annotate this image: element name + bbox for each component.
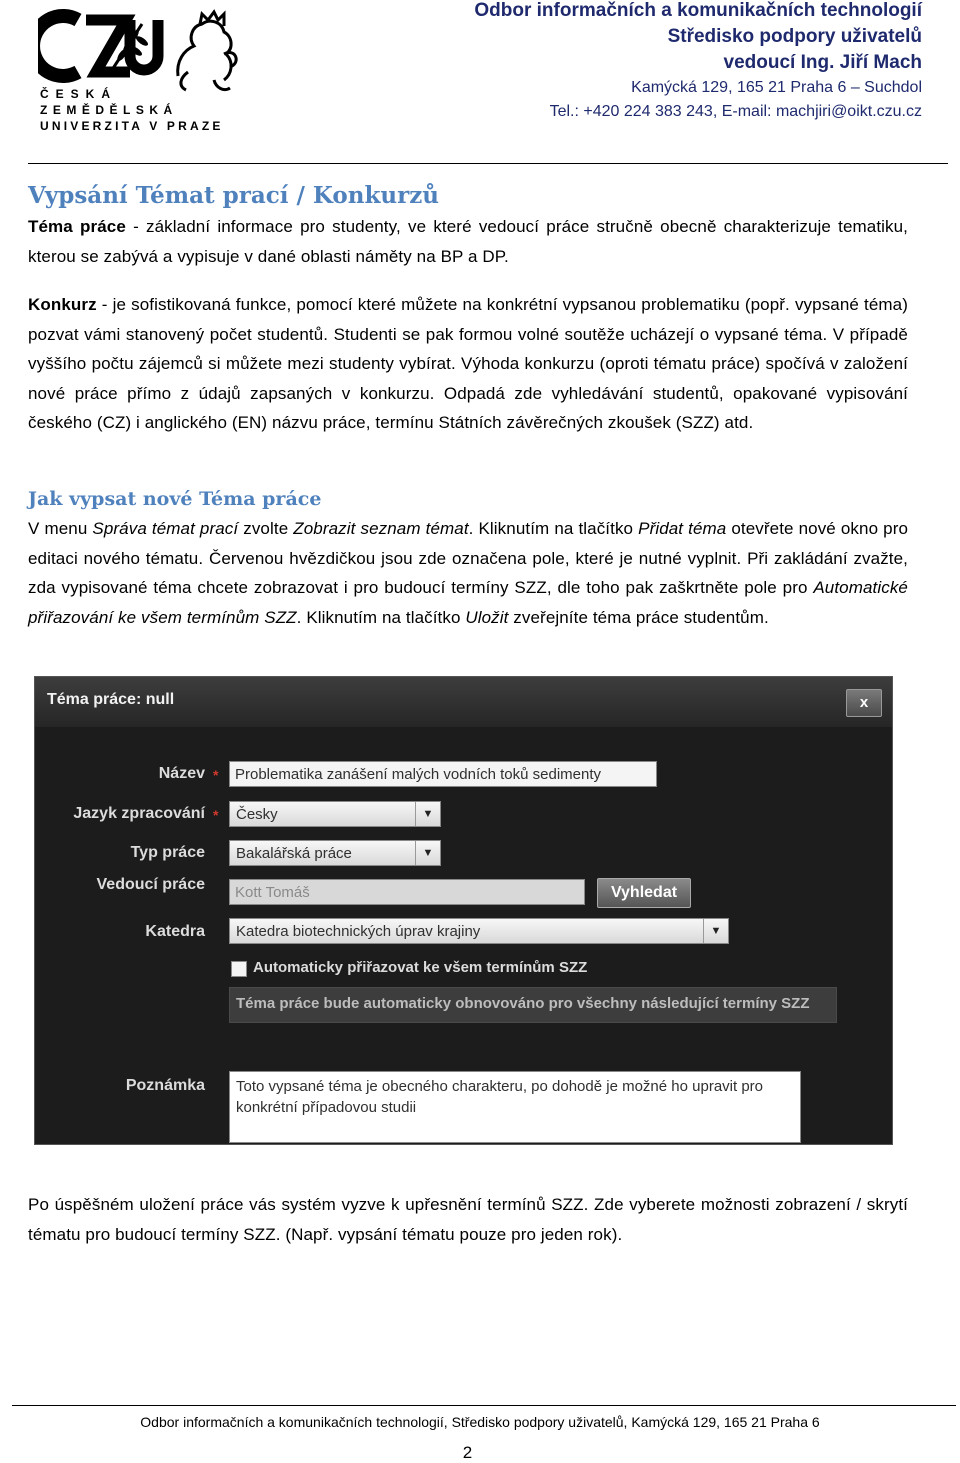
paragraph-konkurz-text: - je sofistikovaná funkce, pomocí které můžete na konkrétní vypsanou problematiku (popř. vypsané téma) pozvat vámi stanovený počet studentů. Studenti se pak formou volné soutěže ucházejí o vypsané téma. V případě vyššího počtu zájemců si můžete mezi studenty vybírat. Výhoda konkurzu (oproti tématu práce) spočívá v založení nové práce přímo z údajů zapsaných v konkurzu. Odpadá zde vyhledávání studentů, opakované vypisování českého (CZ) i anglického (EN) názvu práce, termínu Státních závěrečných zkoušek (SZZ) atd. xyxy=(28,295,908,433)
howto-auto-assign: Automatické přiřazování ke všem termínům SZZ xyxy=(28,578,908,627)
term-topic: Téma práce xyxy=(28,217,126,236)
howto-text-4: otevřete nové okno pro editaci nového tématu. Červenou hvězdičkou jsou zde označena pole, které je nutné vyplnit. Při zakládání zvažte, zda vypisované téma chcete zobrazovat i pro budoucí termíny SZZ, dle toho pak zaškrtněte pole pro xyxy=(28,519,909,598)
close-button[interactable]: x xyxy=(846,689,882,717)
term-konkurz: Konkurz xyxy=(28,295,97,314)
paragraph-konkurz xyxy=(28,290,908,438)
howto-menu: Správa témat prací xyxy=(92,519,239,538)
auto-assign-label: Automaticky přiřazovat ke všem termínům SZZ xyxy=(253,959,588,976)
auto-assign-checkbox[interactable] xyxy=(231,961,247,977)
department-select[interactable] xyxy=(229,918,729,944)
type-select[interactable] xyxy=(229,840,441,866)
type-label: Typ práce xyxy=(130,844,205,861)
name-label: Název xyxy=(158,765,205,782)
language-label: Jazyk zpracování xyxy=(73,805,205,822)
page-number: 2 xyxy=(462,1443,473,1462)
section-title: Jak vypsat nové Téma práce xyxy=(28,488,322,510)
dialog-title: Téma práce: null xyxy=(47,691,175,708)
howto-save: Uložit xyxy=(465,607,509,627)
paragraph-topic xyxy=(28,212,908,271)
type-value: Bakalářská práce xyxy=(236,845,352,862)
name-required-mark: * xyxy=(213,767,219,783)
howto-text-1: V menu xyxy=(28,519,93,538)
language-required-mark: * xyxy=(213,807,219,823)
info-bar xyxy=(229,987,837,1023)
header-department: Odbor informačních a komunikačních technologií xyxy=(474,0,922,21)
chevron-down-icon: ▼ xyxy=(703,919,728,943)
header-head: vedoucí Ing. Jiří Mach xyxy=(723,52,922,73)
note-label: Poznámka xyxy=(125,1077,205,1094)
howto-add-topic: Přidat téma xyxy=(638,519,727,538)
language-select[interactable] xyxy=(229,801,441,827)
info-text: Téma práce bude automaticky obnovováno pro všechny následující termíny SZZ xyxy=(236,995,810,1012)
department-label: Katedra xyxy=(145,923,205,940)
topic-dialog xyxy=(34,676,893,1145)
header-divider xyxy=(28,163,948,164)
header-address: Kamýcká 129, 165 21 Praha 6 – Suchdol xyxy=(631,79,922,96)
logo-line-2: ZEMĚDĚLSKÁ xyxy=(40,103,178,117)
howto-show-list: Zobrazit seznam témat xyxy=(293,519,469,538)
header-center: Středisko podpory uživatelů xyxy=(667,26,922,47)
dialog-titlebar xyxy=(35,677,892,727)
note-textarea[interactable]: Toto vypsané téma je obecného charakteru, po dohodě je možné ho upravit pro konkrétní případovou studii xyxy=(229,1071,801,1143)
page-title: Vypsání Témat prací / Konkurzů xyxy=(28,182,440,209)
howto-text-5: . Kliknutím na tlačítko xyxy=(296,607,466,627)
logo-line-3: UNIVERZITA V PRAZE xyxy=(40,119,224,133)
howto-text-6: zveřejníte téma práce studentům. xyxy=(508,607,769,627)
howto-text-3: . Kliknutím na tlačítko xyxy=(468,519,639,538)
department-value: Katedra biotechnických úprav krajiny xyxy=(236,923,481,940)
supervisor-label: Vedoucí práce xyxy=(96,876,205,893)
footer-divider xyxy=(12,1405,956,1406)
paragraph-howto xyxy=(28,514,908,632)
name-input[interactable]: Problematika zanášení malých vodních toků sedimenty xyxy=(229,761,657,787)
howto-text-2: zvolte xyxy=(238,519,294,538)
chevron-down-icon: ▼ xyxy=(415,802,440,826)
czu-logo xyxy=(38,6,243,136)
paragraph-after-save: Po úspěšném uložení práce vás systém vyzve k upřesnění termínů SZZ. Zde vyberete možnosti zobrazení / skrytí tématu pro budoucí termíny SZZ. (Např. vypsání tématu pouze pro jeden rok). xyxy=(28,1195,908,1244)
logo-line-1: ČESKÁ xyxy=(40,87,118,101)
language-value: Česky xyxy=(236,806,278,823)
search-button[interactable]: Vyhledat xyxy=(597,878,691,908)
chevron-down-icon: ▼ xyxy=(415,841,440,865)
header-contact: Tel.: +420 224 383 243, E-mail: machjiri@oikt.czu.cz xyxy=(549,103,922,120)
footer-text: Odbor informačních a komunikačních technologií, Středisko podpory uživatelů, Kamýcká 129, 165 21 Praha 6 xyxy=(140,1414,820,1430)
paragraph-topic-text: - základní informace pro studenty, ve které vedoucí práce stručně obecně charakterizuje tematiku, kterou se zabývá a vypisuje v dané oblasti náměty na BP a DP. xyxy=(28,217,908,266)
supervisor-input: Kott Tomáš xyxy=(229,879,585,905)
